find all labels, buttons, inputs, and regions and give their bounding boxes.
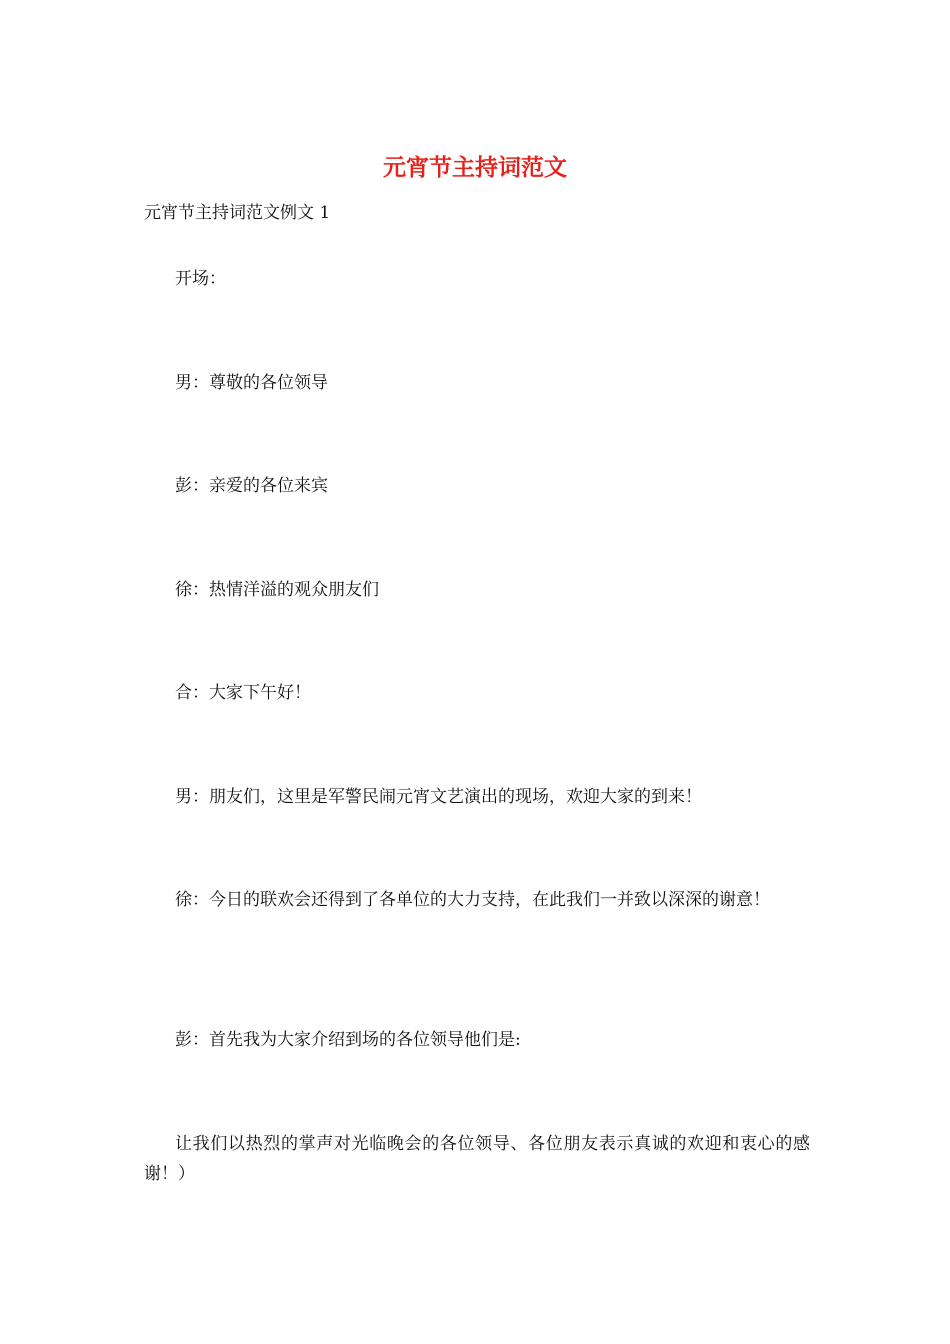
paragraph-peng-introduction: 彭：首先我为大家介绍到场的各位领导他们是:: [175, 1030, 521, 1050]
paragraph-applause: 让我们以热烈的掌声对光临晚会的各位领导、各位朋友表示真诚的欢迎和衷心的感谢！）: [144, 1134, 810, 1184]
paragraph-xu-greeting: 徐：热情洋溢的观众朋友们: [175, 580, 379, 600]
paragraph-together-greeting: 合：大家下午好！: [175, 683, 311, 703]
document-title: 元宵节主持词范文: [383, 154, 567, 181]
paragraph-male-welcome: 男：朋友们，这里是军警民闹元宵文艺演出的现场，欢迎大家的到来！: [175, 787, 702, 807]
paragraph-male-greeting: 男：尊敬的各位领导: [175, 373, 328, 393]
paragraph-opening: 开场：: [175, 269, 226, 289]
document-subtitle: 元宵节主持词范文例文 1: [144, 203, 331, 223]
paragraph-peng-greeting: 彭：亲爱的各位来宾: [175, 476, 328, 496]
paragraph-xu-thanks: 徐：今日的联欢会还得到了各单位的大力支持，在此我们一并致以深深的谢意！: [175, 890, 770, 910]
